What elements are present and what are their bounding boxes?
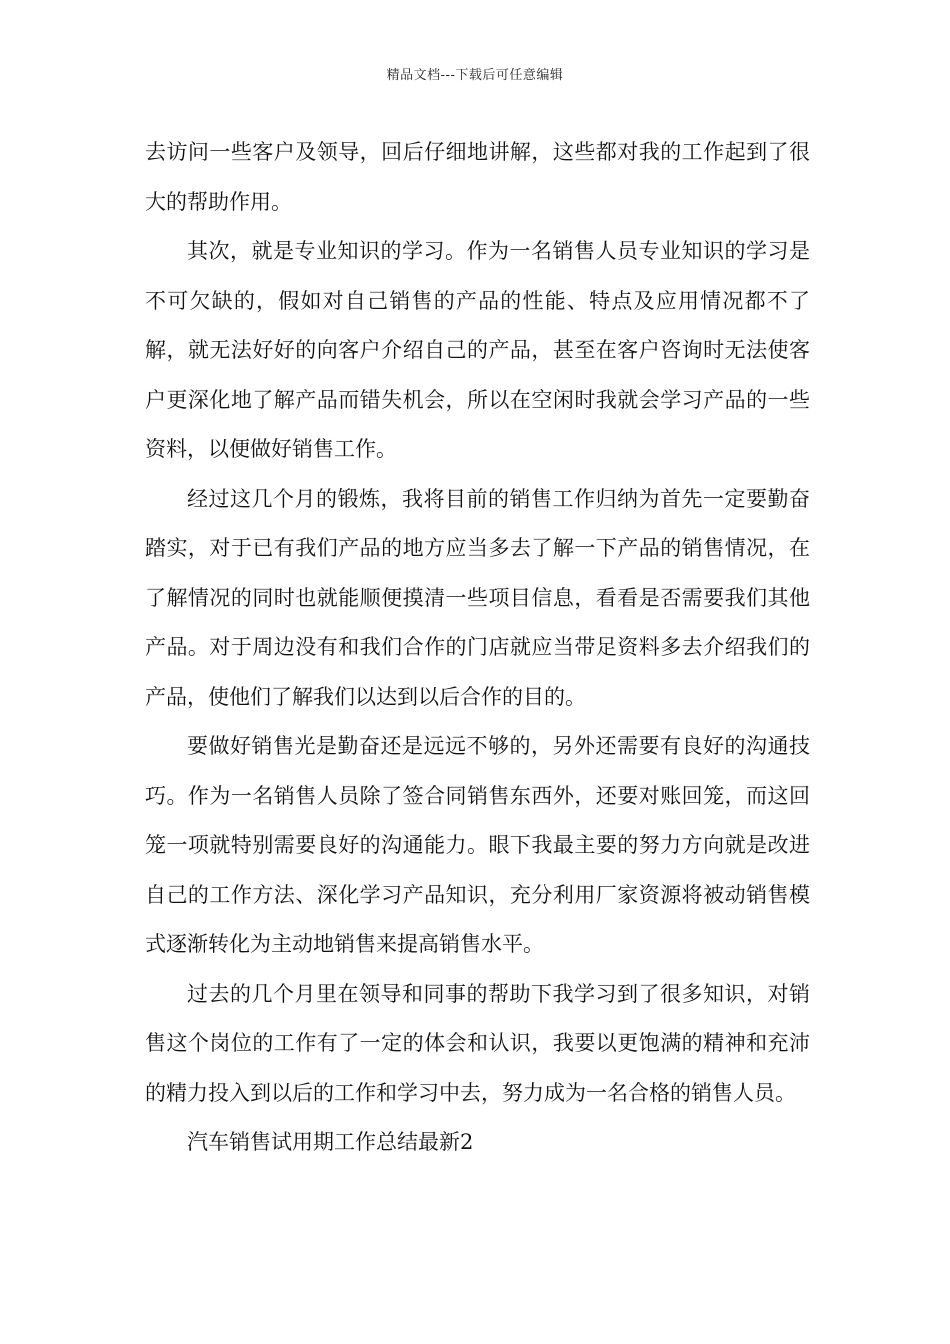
paragraph-2: 其次，就是专业知识的学习。作为一名销售人员专业知识的学习是不可欠缺的，假如对自己销售的产品的性能、特点及应用情况都不了解，就无法好好的向客户介绍自己的产品，甚至在客户咨询时无法使客户更深化地了解产品而错失机会，所以在空闲时我就会学习产品的一些资料，以便做好销售工作。 xyxy=(145,239,810,461)
document-body xyxy=(145,128,810,1168)
section-heading: 汽车销售试用期工作总结最新2 xyxy=(187,1130,474,1154)
paragraph-4: 要做好销售光是勤奋还是远远不够的，另外还需要有良好的沟通技巧。作为一名销售人员除了签合同销售东西外，还要对账回笼，而这回笼一项就特别需要良好的沟通能力。眼下我最主要的努力方向就是改进自己的工作方法、深化学习产品知识，充分利用厂家资源将被动销售模式逐渐转化为主动地销售来提高销售水平。 xyxy=(145,734,810,956)
paragraph-5: 过去的几个月里在领导和同事的帮助下我学习到了很多知识，对销售这个岗位的工作有了一定的体会和认识，我要以更饱满的精神和充沛的精力投入到以后的工作和学习中去，努力成为一名合格的销售人员。 xyxy=(145,981,810,1105)
paragraph-1: 去访问一些客户及领导，回后仔细地讲解，这些都对我的工作起到了很大的帮助作用。 xyxy=(145,140,810,214)
paragraph-3: 经过这几个月的锻炼，我将目前的销售工作归纳为首先一定要勤奋踏实，对于已有我们产品的地方应当多去了解一下产品的销售情况，在了解情况的同时也就能顺便摸清一些项目信息，看看是否需要我们其他产品。对于周边没有和我们合作的门店就应当带足资料多去介绍我们的产品，使他们了解我们以达到以后合作的目的。 xyxy=(145,486,810,709)
page-header: 精品文档---下载后可任意编辑 xyxy=(386,68,564,83)
